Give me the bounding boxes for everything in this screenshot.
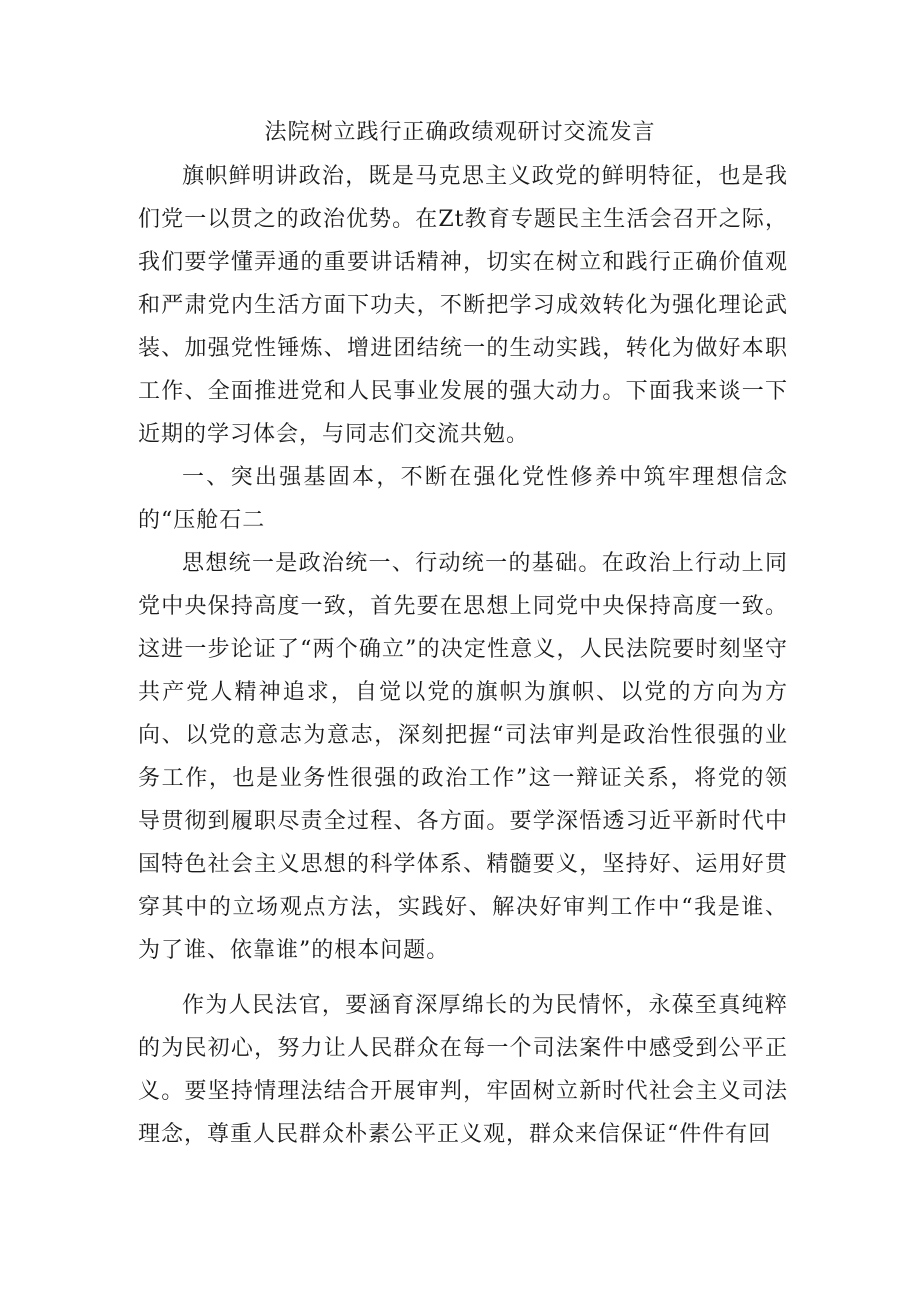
- paragraph-ideological-unity: 思想统一是政治统一、行动统一的基础。在政治上行动上同党中央保持高度一致，首先要在思想上同党中央保持高度一致。这进一步论证了“两个确立”的决定性意义，人民法院要时刻坚守共产党人精神追求，自觉以党的旗帜为旗帜、以党的方向为方向、以党的意志为意志，深刻把握“司法审判是政治性很强的业务工作，也是业务性很强的政治工作”这一辩证关系，将党的领导贯彻到履职尽责全过程、各方面。要学深悟透习近平新时代中国特色社会主义思想的科学体系、精髓要义，坚持好、运用好贯穿其中的立场观点方法，实践好、解决好审判工作中“我是谁、为了谁、依靠谁”的根本问题。: [138, 551, 788, 963]
- section-heading-one: 一、突出强基固本，不断在强化党性修养中筑牢理想信念的“压舱石二: [138, 465, 788, 533]
- paragraph-people-judges: 作为人民法官，要涵育深厚绵长的为民情怀，永葆至真纯粹的为民初心，努力让人民群众在每一个司法案件中感受到公平正义。要坚持情理法结合开展审判，牢固树立新时代社会主义司法理念，尊重人民群众朴素公平正义观，群众来信保证“件件有回: [138, 993, 788, 1147]
- document-title: 法院树立践行正确政绩观研讨交流发言: [264, 120, 656, 145]
- paragraph-intro: 旗帜鲜明讲政治，既是马克思主义政党的鲜明特征，也是我们党一以贯之的政治优势。在Zt教育专题民主生活会召开之际，我们要学懂弄通的重要讲话精神，切实在树立和践行正确价值观和严肃党内生活方面下功夫，不断把学习成效转化为强化理论武装、加强党性锤炼、增进团结统一的生动实践，转化为做好本职工作、全面推进党和人民事业发展的强大动力。下面我来谈一下近期的学习体会，与同志们交流共勉。: [138, 164, 788, 447]
- document-body: [138, 155, 788, 1156]
